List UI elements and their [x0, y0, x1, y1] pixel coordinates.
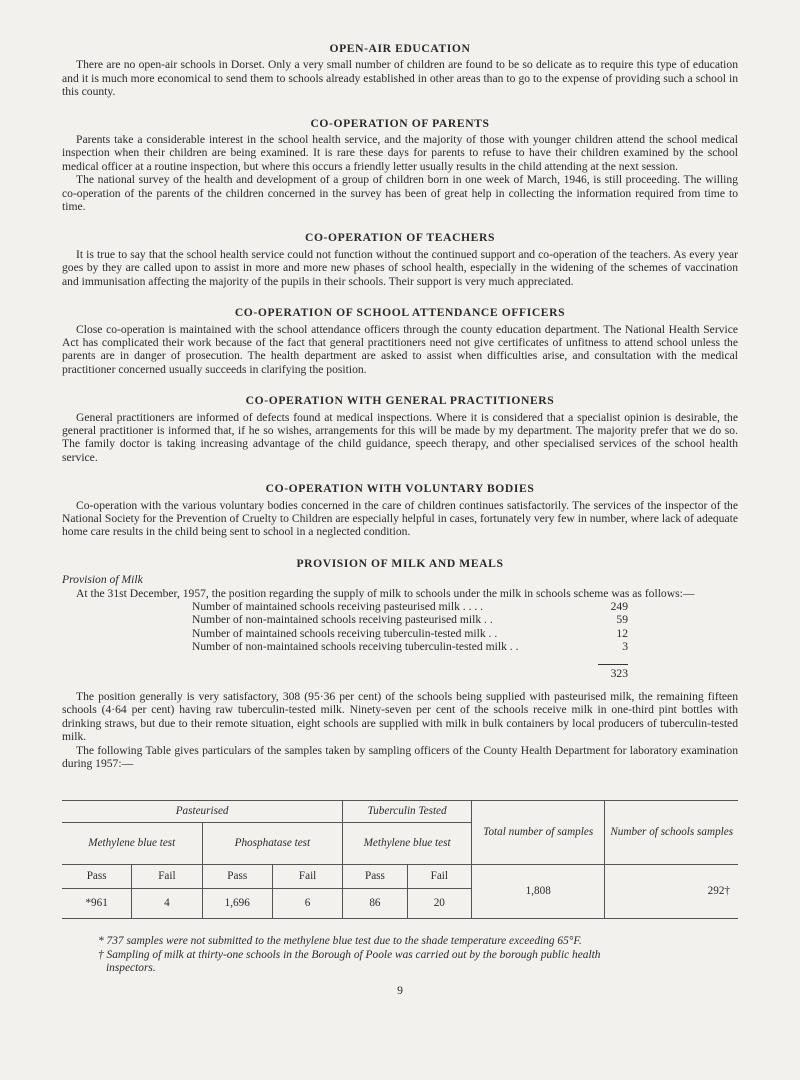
paragraph-attendance: Close co-operation is maintained with the school attendance officers through the county education department. The National Health Service Act has complicated their work because of the fact that general practitioners need not give certificates of unfitness to attend school unless the parents are in danger of prosecution. The health department are asked to assist when difficulties arise, and consultation with the medical practitioner concerned usually succeeds in clarifying the position. — [62, 322, 738, 376]
heading-teachers: CO-OPERATION OF TEACHERS — [304, 231, 496, 245]
list-item — [192, 627, 628, 640]
paragraph-teachers: It is true to say that the school health service could not function without the continued support and co-operation of the teachers. As every year goes by they are called upon to assist in more and more new phases of school health, especially in the widening of the schemes of vaccination and immunisation affecting the majority of the pupils in their schools. Their support is very much appreciated. — [62, 247, 738, 288]
cell-schools-samples: 292† — [605, 865, 738, 919]
document-page — [62, 42, 738, 997]
paragraph-milk-intro: At the 31st December, 1957, the position regarding the supply of milk to schools under the milk in schools scheme was as follows:— — [76, 586, 695, 600]
milk-item-value: 249 — [610, 600, 628, 613]
cell-phosphatase-fail: 6 — [272, 889, 342, 919]
footnote-asterisk: * 737 samples were not submitted to the methylene blue test due to the shade temperature exceeding 65°F. — [98, 935, 582, 948]
list-item — [192, 600, 628, 613]
header-fail: Fail — [407, 865, 471, 889]
milk-list — [192, 600, 628, 654]
milk-item-label: Number of non-maintained schools receiving tuberculin-tested milk . . — [192, 640, 519, 654]
header-phosphatase: Phosphatase test — [202, 823, 343, 865]
header-schools-samples: Number of schools samples — [605, 801, 738, 865]
paragraph-gps: General practitioners are informed of defects found at medical inspections. Where it is considered that a specialist opinion is desirable, the general practitioner is informed that, if he so wishes, arrangements for this will be made by my department. The majority prefer that we do so. The family doctor is taking increasing advantage of the child guidance, speech therapy, and other specialised services of the school health service. — [62, 410, 738, 464]
paragraph-open-air: There are no open-air schools in Dorset. Only a very small number of children are found to be so delicate as to require this type of education and it is much more economical to send them to schools already established in other areas than to go to the expense of providing such a school in this county. — [62, 58, 738, 99]
header-pass: Pass — [343, 865, 407, 889]
heading-parents: CO-OPERATION OF PARENTS — [310, 116, 490, 130]
paragraph-milk-table-intro: The following Table gives particulars of the samples taken by sampling officers of the County Health Department for laboratory examination during 1957:— — [62, 743, 738, 771]
heading-milk: PROVISION OF MILK AND MEALS — [296, 556, 504, 570]
footnote-dagger-cont: inspectors. — [106, 962, 156, 975]
paragraph-milk-position: The position generally is very satisfactory, 308 (95·36 per cent) of the schools being supplied with pasteurised milk, the remaining fifteen schools (4·64 per cent) having raw tuberculin-tested milk. Ninety-seven per cent of the schools receive milk in one-third pint bottles with drinking straws, but due to their remote situation, eight schools are supplied with milk in bulk containers by local producers of tuberculin-tested milk. — [62, 690, 738, 744]
paragraph-voluntary: Co-operation with the various voluntary bodies concerned in the care of children continues satisfactorily. The services of the inspector of the National Society for the Prevention of Cruelty to Children are especially helpful in cases, fortunately very few in number, where lack of adequate home care results in the child being sent to school in a neglected condition. — [62, 498, 738, 539]
header-fail: Fail — [272, 865, 342, 889]
header-methylene-blue-pasteurised: Methylene blue test — [62, 823, 202, 865]
footnote-dagger: † Sampling of milk at thirty-one schools in the Borough of Poole was carried out by the borough public health — [98, 948, 601, 961]
heading-voluntary: CO-OPERATION WITH VOLUNTARY BODIES — [265, 482, 535, 496]
footnotes — [98, 935, 738, 975]
heading-attendance: CO-OPERATION OF SCHOOL ATTENDANCE OFFICERS — [234, 306, 566, 320]
cell-pasteurised-mb-fail: 4 — [132, 889, 202, 919]
header-pass: Pass — [62, 865, 132, 889]
header-methylene-blue-tuberculin: Methylene blue test — [343, 823, 472, 865]
milk-item-label: Number of non-maintained schools receiving pasteurised milk . . — [192, 613, 493, 627]
list-item — [192, 613, 628, 626]
milk-item-label: Number of maintained schools receiving pasteurised milk . . . . — [192, 600, 484, 613]
milk-item-value: 59 — [616, 613, 628, 627]
cell-total-samples: 1,808 — [471, 865, 604, 919]
heading-open-air: OPEN-AIR EDUCATION — [329, 42, 471, 55]
cell-tuberculin-mb-pass: 86 — [343, 889, 407, 919]
cell-phosphatase-pass: 1,696 — [202, 889, 272, 919]
paragraph-parents-1: Parents take a considerable interest in the school health service, and the majority of those with younger children attend the school medical inspection when their children are being examined. It is rare these days for parents to refuse to have their children examined by the school medical officer at a routine inspection, but where this occurs a friendly letter usually results in the child attending at the next session. — [62, 133, 738, 173]
milk-item-value: 12 — [616, 626, 628, 640]
header-total-samples: Total number of samples — [471, 801, 604, 865]
header-tuberculin: Tuberculin Tested — [343, 801, 472, 823]
cell-tuberculin-mb-fail: 20 — [407, 889, 471, 919]
page-number: 9 — [397, 983, 403, 997]
subheading-milk: Provision of Milk — [62, 573, 143, 587]
cell-pasteurised-mb-pass: *961 — [62, 889, 132, 919]
header-fail: Fail — [132, 865, 202, 889]
paragraph-parents-2: The national survey of the health and development of a group of children born in one week of March, 1946, is still proceeding. The willing co-operation of the parents of the children concerned in the survey has been of great help in collecting the information required from time to time. — [62, 173, 738, 214]
milk-item-value: 3 — [622, 640, 628, 654]
milk-total: 323 — [610, 666, 628, 680]
total-rule — [598, 664, 628, 665]
milk-item-label: Number of maintained schools receiving tuberculin-tested milk . . — [192, 626, 498, 640]
list-item — [192, 640, 628, 653]
heading-gps: CO-OPERATION WITH GENERAL PRACTITIONERS — [245, 394, 555, 408]
header-pasteurised: Pasteurised — [62, 801, 343, 823]
header-pass: Pass — [202, 865, 272, 889]
samples-table — [62, 800, 738, 919]
